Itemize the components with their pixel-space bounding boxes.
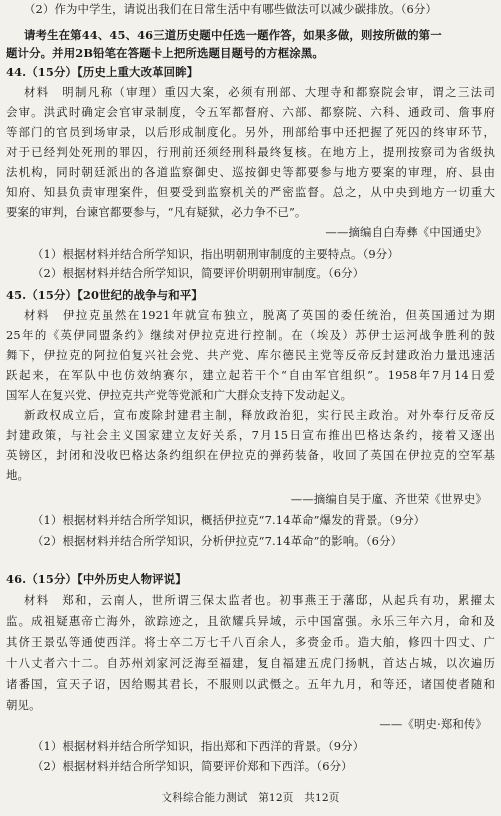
q45-material-line: 舞下，伊拉克的阿拉伯复兴社会党、共产党、库尔德民主党等反帝反封建政治力量迅速活 <box>6 348 495 362</box>
page-footer: 文科综合能力测试 第12页 共12页 <box>161 792 340 804</box>
q46-subquestion-2: （2）根据材料并结合所学知识，简要评价郑和下西洋。（6分） <box>32 759 353 773</box>
q46-material-line: 诸番国，宣天子诏，因给赐其君长，不服则以武慑之。五年九月，和等还，诸国使者随和 <box>6 677 495 691</box>
q46-material-line: 材料 郑和，云南人，世所谓三保太监者也。初事燕王于藩邸，从起兵有功，累擢太 <box>24 593 495 607</box>
instructions-line-2: 题计分。并用2B铅笔在答题卡上把所选题目题号的方框涂黑。 <box>6 46 324 60</box>
q45-material-line: 材料 伊拉克虽然在1921年就宣布独立，脱离了英国的委任统治，但英国通过为期 <box>24 308 495 322</box>
q44-subquestion-1: （1）根据材料并结合所学知识，指出明朝刑审制度的主要特点。（9分） <box>32 247 399 261</box>
q46-material-line: 其侪王景弘等通使西洋。将士卒二万七千八百余人，多赍金币。造大舶，修四十四丈、广 <box>6 635 495 649</box>
q44-material-line: 会审。洪武时确定会官审录制度，令五军都督府、六部、都察院、六科、通政司、詹事府 <box>6 105 495 119</box>
q44-material-line: 对于已经判处死刑的罪囚，行刑前还须经刑科最终复核。在地方上，提刑按察司为省级执 <box>6 145 495 159</box>
q46-subquestion-1: （1）根据材料并结合所学知识，指出郑和下西洋的背景。（9分） <box>32 739 365 753</box>
q46-material-line: 朝见。 <box>6 698 41 712</box>
q45-subquestion-1: （1）根据材料并结合所学知识，概括伊拉克“7.14革命”爆发的背景。（9分） <box>32 513 426 527</box>
q45-subquestion-2: （2）根据材料并结合所学知识，分析伊拉克“7.14革命”的影响。（6分） <box>32 534 403 548</box>
instructions-line-1: 请考生在第44、45、46三道历史题中任选一题作答，如果多做，则按所做的第一 <box>24 28 442 42</box>
q45-material-line: 封建政策，与社会主义国家建立友好关系，7月15日宣布推出巴格达条约，接着又逐出 <box>6 428 495 442</box>
q45-header: 45.（15分）【20世纪的战争与和平】 <box>6 288 203 302</box>
q45-material-line: 新政权成立后，宣布废除封建君主制，释放政治犯，实行民主政治。对外奉行反帝反 <box>24 408 495 422</box>
q46-header: 46.（15分）【中外历史人物评说】 <box>6 572 187 586</box>
q46-source: ——《明史·郑和传》 <box>379 717 487 731</box>
q44-material-line: 材料 明制凡称（审理）重囚大案，必须有刑部、大理寺和都察院会审，谓之三法司 <box>24 85 495 99</box>
q44-material-line: 知府、知县负责审理案件，但要受到监察机关的严密监督。总之，从中央到地方一切重大 <box>6 185 495 199</box>
q44-material-line: 法机构，同时朝廷派出的各道监察御史、巡按御史等都要参与地方要案的审理，府、县由 <box>6 165 495 179</box>
q45-source: ——摘编自吴于廑、齐世荣《世界史》 <box>290 492 487 506</box>
q45-material-line: 地。 <box>6 468 30 482</box>
q44-source: ——摘编自白寿彝《中国通史》 <box>325 225 487 239</box>
q45-material-line: 跃起来，在军队中也仿效纳赛尔，建立起若干个“自由军官组织”。1958年7月14日爱 <box>6 368 495 382</box>
q46-material-line: 监。成祖疑惠帝亡海外，欲踪迹之，且欲耀兵异域，示中国富强。永乐三年六月，命和及 <box>6 614 495 628</box>
q45-material-line: 英镑区，封闭和没收巴格达条约组织在伊拉克的弹药装备，收回了英国在伊拉克的空军基 <box>6 448 495 462</box>
q46-material-line: 十八丈者六十二。自苏州刘家河泛海至福建，复自福建五虎门扬帆，首达占城，以次遍历 <box>6 656 495 670</box>
q45-material-line: 25年的《英伊同盟条约》继续对伊拉克进行控制。在（埃及）苏伊士运河战争胜利的鼓 <box>6 328 495 342</box>
question-2-prompt: （2）作为中学生，请说出我们在日常生活中有哪些做法可以减少碳排放。（6分） <box>24 2 438 16</box>
q44-material-line: 等部门的官员到场审录，以后形成制度化。另外，刑部给事中还把握了死囚的终审环节， <box>6 125 495 139</box>
q44-header: 44.（15分）【历史上重大改革回眸】 <box>6 65 199 79</box>
q44-material-line: 要案的审判，台谏官都要参与，“凡有疑狱，必力争不已”。 <box>6 205 307 219</box>
q45-material-line: 国军人在复兴党、伊拉克共产党等党派和广大群众支持下发动起义。 <box>6 388 353 402</box>
q44-subquestion-2: （2）根据材料并结合所学知识，简要评价明朝刑审制度。（6分） <box>32 266 365 280</box>
